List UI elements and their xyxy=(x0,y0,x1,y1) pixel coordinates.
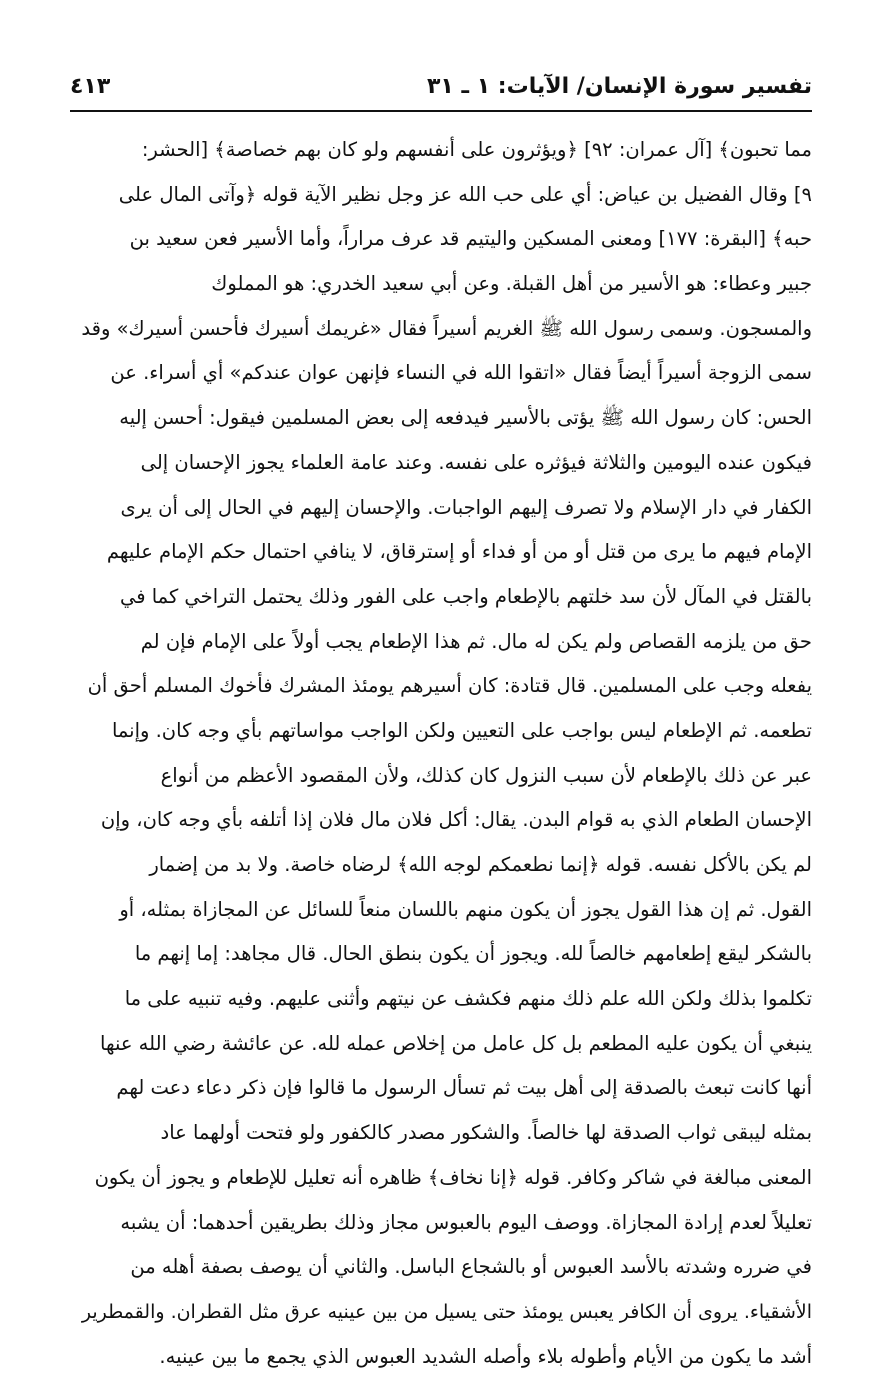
text-line: الإمام فيهم ما يرى من قتل أو من أو فداء أو إسترقاق، لا ينافي احتمال حكم الإمام عليهم xyxy=(106,540,812,564)
text-line: فيكون عنده اليومين والثلاثة فيؤثره على نفسه. وعند عامة العلماء يجوز الإحسان إلى xyxy=(140,450,812,474)
text-line: القول. ثم إن هذا القول يجوز أن يكون منهم باللسان منعاً للسائل عن المجازاة بمثله، أو xyxy=(119,897,812,921)
text-line: حبه﴾ [البقرة: ١٧٧] ومعنى المسكين واليتيم قد عرف مراراً، وأما الأسير فعن سعيد بن xyxy=(129,227,812,251)
text-line: الحس: كان رسول الله ﷺ يؤتى بالأسير فيدفعه إلى بعض المسلمين فيقول: أحسن إليه xyxy=(119,406,812,430)
chapter-title: تفسير سورة الإنسان/ الآيات: ١ ـ ٣١ xyxy=(427,74,812,99)
text-line: لم يكن بالأكل نفسه. قوله ﴿إنما نطعمكم لوجه الله﴾ لرضاه خاصة. ولا بد من إضمار xyxy=(149,853,812,876)
book-page xyxy=(70,70,812,1379)
text-line: المعنى مبالغة في شاكر وكافر. قوله ﴿إنا نخاف﴾ ظاهره أنه تعليل للإطعام و يجوز أن يكون xyxy=(94,1165,812,1189)
text-line: سمى الزوجة أسيراً أيضاً فقال «اتقوا الله في النساء فإنهن عوان عندكم» أي أسراء. عن xyxy=(110,361,812,385)
text-line: ٩] وقال الفضيل بن عياض: أي على حب الله عز وجل نظير الآية قوله ﴿وآتى المال على xyxy=(118,182,812,206)
running-header xyxy=(70,70,812,112)
text-line: تكلموا بذلك ولكن الله علم ذلك منهم فكشف عن نيتهم وأثنى عليهم. وفيه تنبيه على ما xyxy=(124,987,812,1011)
text-line: الإحسان الطعام الذي به قوام البدن. يقال: أكل فلان مال فلان إذا أتلفه بأي وجه كان، وإن xyxy=(100,808,812,832)
text-line: يفعله وجب على المسلمين. قال قتادة: كان أسيرهم يومئذ المشرك فأخوك المسلم أحق أن xyxy=(87,674,812,698)
text-line: بالقتل في المآل لأن سد خلتهم بالإطعام واجب على الفور وذلك يحتمل التراخي كما في xyxy=(119,584,812,608)
text-line: الأشقياء. يروى أن الكافر يعبس يومئذ حتى يسيل من بين عينيه عرق مثل القطران. والقمطرير xyxy=(81,1300,812,1323)
text-line: بالشكر ليقع إطعامهم خالصاً لله. ويجوز أن يكون بنطق الحال. قال مجاهد: إما إنهم ما xyxy=(134,942,812,966)
text-line: أنها كانت تبعث بالصدقة إلى أهل بيت ثم تسأل الرسول ما قالوا فإن ذكر دعاء دعت لهم xyxy=(116,1076,812,1100)
text-line: ينبغي أن يكون عليه المطعم بل كل عامل من إخلاص عمله لله. عن عائشة رضي الله عنها xyxy=(100,1031,812,1055)
text-line: حق من يلزمه القصاص ولم يكن له مال. ثم هذا الإطعام يجب أولاً على الإمام فإن لم xyxy=(140,629,812,653)
text-line: بمثله ليبقى ثواب الصدقة لها خالصاً. والشكور مصدر كالكفور ولو فتحت أولهما عاد xyxy=(160,1121,812,1145)
text-line: تعليلاً لعدم إرادة المجازاة. ووصف اليوم بالعبوس مجاز وذلك بطريقين أحدهما: أن يشبه xyxy=(120,1210,812,1234)
text-line: مما تحبون﴾ [آل عمران: ٩٢] ﴿ويؤثرون على أنفسهم ولو كان بهم خصاصة﴾ [الحشر: xyxy=(141,138,812,161)
text-line: الكفار في دار الإسلام ولا تصرف إليهم الواجبات. والإحسان إليهم في الحال إلى أن يرى xyxy=(120,495,812,519)
page-number: ٤١٣ xyxy=(70,74,111,99)
text-line: والمسجون. وسمى رسول الله ﷺ الغريم أسيراً فقال «غريمك أسيرك فأحسن أسيرك» وقد xyxy=(81,316,812,340)
text-line: جبير وعطاء: هو الأسير من أهل القبلة. وعن أبي سعيد الخدري: هو المملوك xyxy=(211,272,812,296)
body-text xyxy=(70,128,812,1379)
text-line: عبر عن ذلك بالإطعام لأن سبب النزول كان كذلك، ولأن المقصود الأعظم من أنواع xyxy=(160,763,812,787)
text-line: تطعمه. ثم الإطعام ليس بواجب على التعيين ولكن الواجب مواساتهم بأي وجه كان. وإنما xyxy=(111,718,812,742)
text-line: في ضرره وشدته بالأسد العبوس أو بالشجاع الباسل. والثاني أن يوصف بصفة أهله من xyxy=(130,1255,812,1279)
text-line: أشد ما يكون من الأيام وأطوله بلاء وأصله الشديد العبوس الذي يجمع ما بين عينيه. xyxy=(159,1344,812,1368)
